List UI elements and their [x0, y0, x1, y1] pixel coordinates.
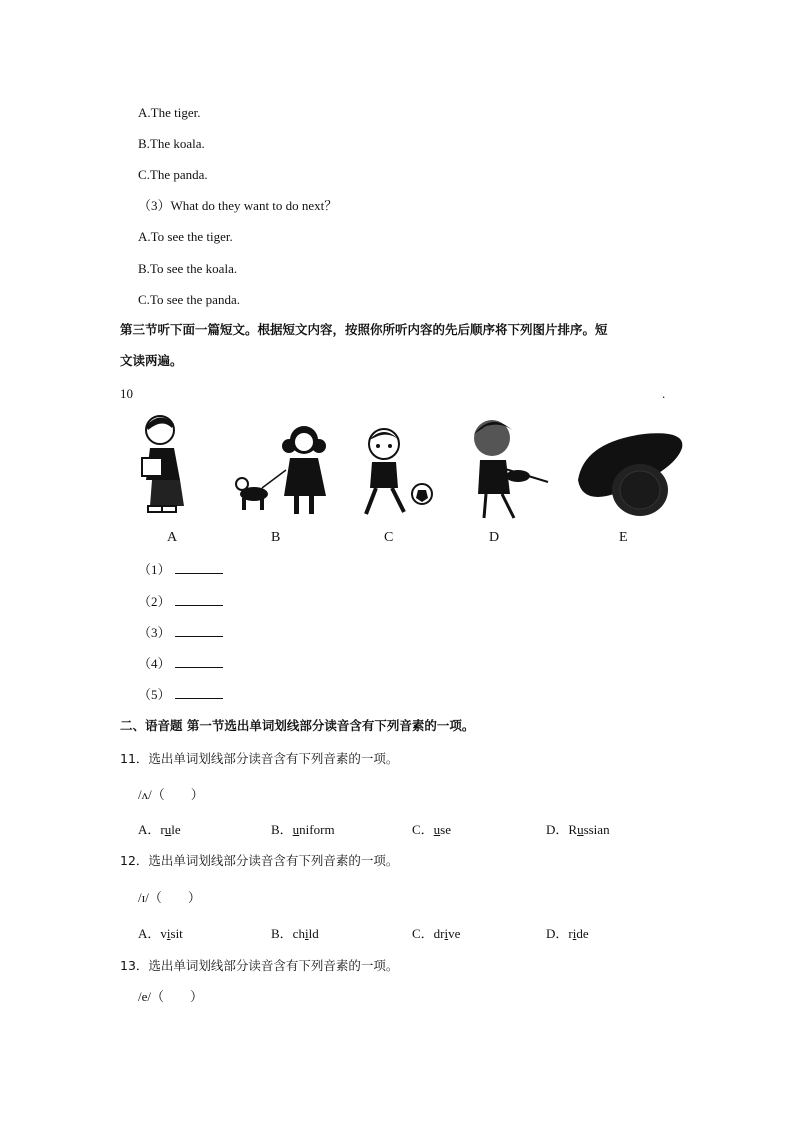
option-c-panda: C.The panda.	[138, 167, 208, 182]
option-a-tiger: A.The tiger.	[138, 105, 201, 120]
section3-instruction-line1: 第三节听下面一篇短文。根据短文内容，按照你所听内容的先后顺序将下列图片排序。短	[120, 322, 608, 337]
question-11-stem: 11．选出单词划线部分读音含有下列音素的一项。	[120, 751, 399, 766]
question-10-dot: .	[662, 386, 666, 401]
answer-5: （5）	[138, 687, 223, 703]
answer-3: （3）	[138, 625, 223, 641]
picture-a-label: A	[167, 530, 178, 545]
option-b-see-koala: B.To see the koala.	[138, 261, 238, 276]
q12-option-c[interactable]: C．drive	[412, 926, 461, 941]
q11-option-c[interactable]: C．use	[412, 822, 452, 837]
bread-icon	[574, 428, 688, 522]
option-a-see-tiger: A.To see the tiger.	[138, 229, 233, 244]
q11-option-d[interactable]: D．Russian	[546, 822, 610, 837]
answer-3-blank[interactable]	[175, 625, 223, 637]
boy-reading-icon	[132, 410, 194, 522]
question-10-number: 10	[120, 386, 133, 401]
boy-playing-violin-icon	[462, 410, 552, 522]
picture-e	[574, 428, 688, 527]
question-12-stem: 12．选出单词划线部分读音含有下列音素的一项。	[120, 853, 399, 868]
answer-5-blank[interactable]	[175, 687, 223, 699]
option-b-koala: B.The koala.	[138, 136, 205, 151]
part2-heading: 二、语音题 第一节选出单词划线部分读音含有下列音素的一项。	[120, 718, 475, 733]
picture-b-label: B	[271, 530, 281, 545]
q11-option-a[interactable]: A．rule	[138, 822, 181, 837]
boy-playing-football-icon	[358, 410, 438, 522]
q11-option-b[interactable]: B．uniform	[271, 822, 335, 837]
picture-c-label: C	[384, 530, 394, 545]
picture-d	[462, 410, 552, 527]
answer-1: （1）	[138, 562, 223, 578]
q12-option-a[interactable]: A．visit	[138, 926, 183, 941]
q12-option-d[interactable]: D．ride	[546, 926, 589, 941]
picture-a	[132, 410, 194, 527]
question-12-phoneme: /ɪ/（ ）	[138, 890, 201, 905]
question-13-phoneme: /e/（ ）	[138, 989, 203, 1004]
question-13-stem: 13．选出单词划线部分读音含有下列音素的一项。	[120, 958, 399, 973]
answer-4-blank[interactable]	[175, 656, 223, 668]
answer-2: （2）	[138, 594, 223, 610]
girl-walking-dog-icon	[234, 410, 344, 522]
picture-c	[358, 410, 438, 527]
answer-4: （4）	[138, 656, 223, 672]
answer-1-blank[interactable]	[175, 562, 223, 574]
picture-b	[234, 410, 344, 527]
section3-instruction-line2: 文读两遍。	[120, 353, 183, 368]
answer-2-blank[interactable]	[175, 594, 223, 606]
sub-question-3: （3）What do they want to do next？	[138, 198, 338, 213]
picture-d-label: D	[489, 530, 500, 545]
picture-e-label: E	[619, 530, 628, 545]
option-c-see-panda: C.To see the panda.	[138, 292, 240, 307]
question-11-phoneme: /ʌ/（ ）	[138, 787, 204, 802]
q12-option-b[interactable]: B．child	[271, 926, 319, 941]
